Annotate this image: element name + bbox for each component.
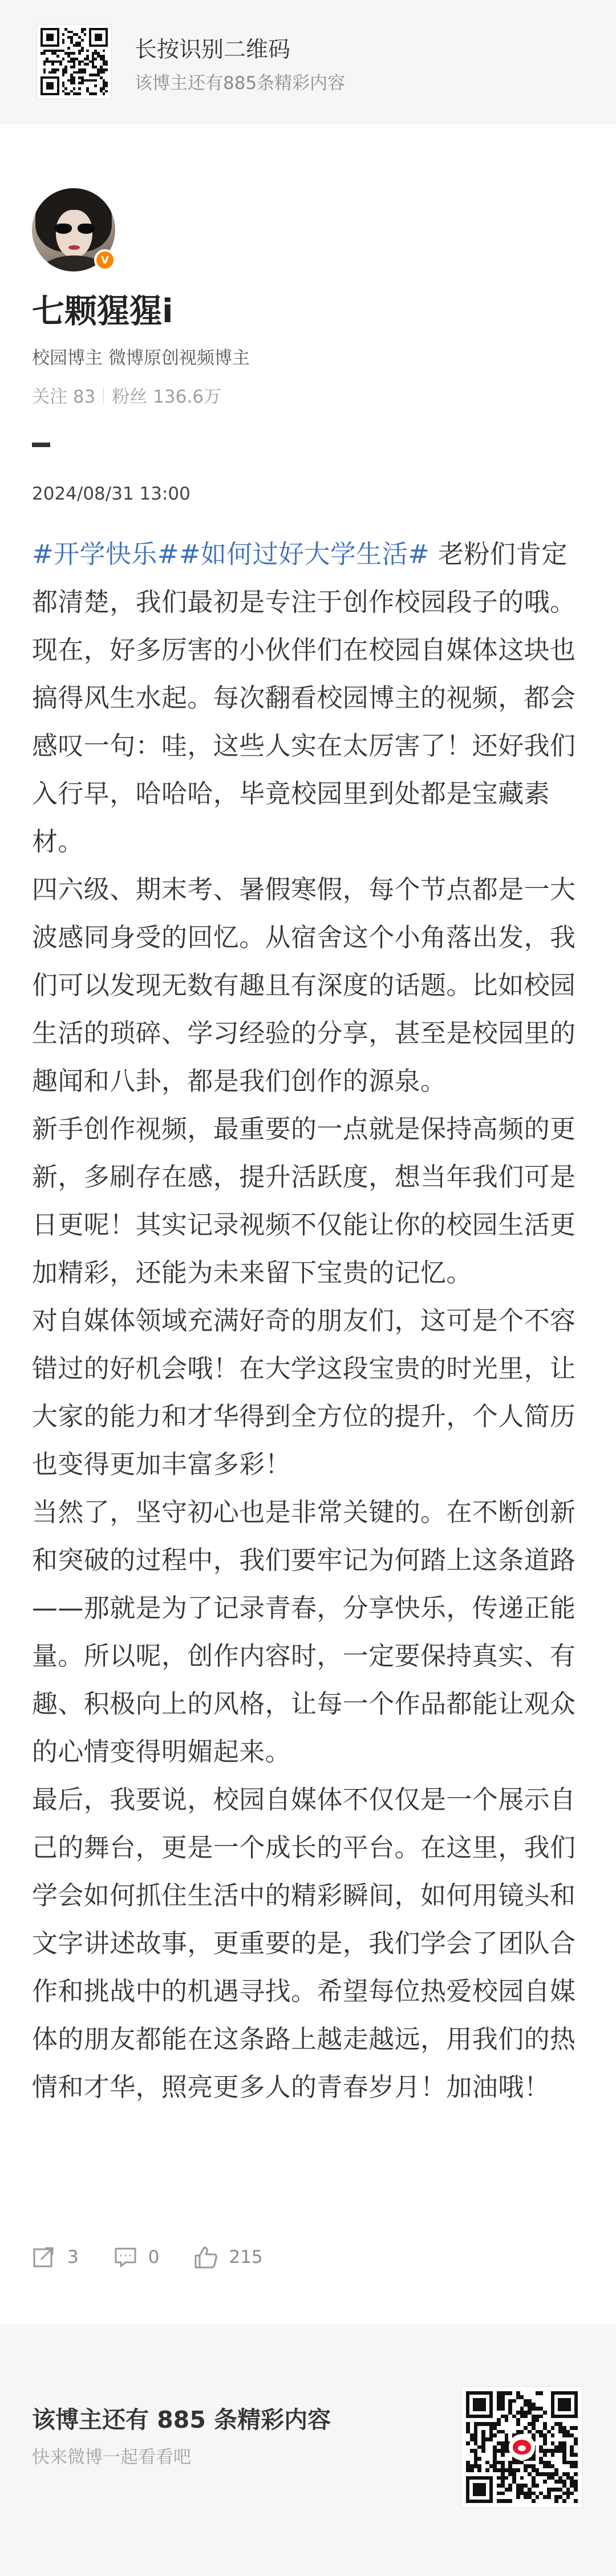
post-intro: 老粉们肯定都清楚，我们最初是专注于创作校园段子的哦。现在，好多厉害的小伙伴们在校园自媒体这块也搞得风生水起。每次翻看校园博主的视频，都会感叹一句：哇，这些人实在太厉害了！还好我们入行早，哈哈哈，毕竟校园里到处都是宝藏素材。: [32, 539, 576, 857]
verified-badge-icon: V: [94, 249, 116, 271]
like-count: 215: [229, 2247, 263, 2267]
post-paragraph: [32, 530, 585, 866]
section-divider: [32, 443, 50, 447]
post-paragraph: 当然了，坚守初心也是非常关键的。在不断创新和突破的过程中，我们要牢记为何踏上这条道路——那就是为了记录青春，分享快乐，传递正能量。所以呢，创作内容时，一定要保持真实、有趣、积极向上的风格，让每一个作品都能让观众的心情变得明媚起来。: [32, 1497, 576, 1767]
repost-button[interactable]: [32, 2245, 79, 2270]
banner-subtitle: 该博主还有885条精彩内容: [135, 73, 346, 94]
repost-icon: [32, 2245, 57, 2270]
comment-count: 0: [148, 2247, 160, 2267]
post-timestamp: 2024/08/31 13:00: [32, 484, 191, 504]
post-paragraph: 四六级、期末考、暑假寒假，每个节点都是一大波感同身受的回忆。从宿舍这个小角落出发，我们可以发现无数有趣且有深度的话题。比如校园生活的琐碎、学习经验的分享，甚至是校园里的趣闻和八卦，都是我们创作的源泉。: [32, 874, 576, 1096]
banner-title: 长按识别二维码: [135, 37, 291, 63]
post-paragraph: 对自媒体领域充满好奇的朋友们，这可是个不容错过的好机会哦！在大学这段宝贵的时光里，让大家的能力和才华得到全方位的提升，个人简历也变得更加丰富多彩！: [32, 1305, 576, 1479]
footer-subtitle: 快来微博一起看看吧: [32, 2447, 191, 2468]
thumbs-up-icon: [193, 2245, 218, 2270]
weibo-logo-icon: [509, 2434, 535, 2460]
like-button[interactable]: [193, 2245, 262, 2270]
profile-stats: [32, 382, 221, 408]
following-count[interactable]: 关注 83: [32, 387, 96, 407]
stats-divider: [103, 387, 104, 403]
post-paragraph: 新手创作视频，最重要的一点就是保持高频的更新，多刷存在感，提升活跃度，想当年我们可是日更呢！其实记录视频不仅能让你的校园生活更加精彩，还能为未来留下宝贵的记忆。: [32, 1114, 576, 1288]
comment-button[interactable]: [113, 2245, 160, 2270]
post-body: [32, 530, 585, 2111]
qr-code-icon[interactable]: [37, 24, 112, 99]
profile-name[interactable]: 七颗猩猩i: [32, 293, 173, 330]
post-paragraph: 最后，我要说，校园自媒体不仅仅是一个展示自己的舞台，更是一个成长的平台。在这里，我们学会如何抓住生活中的精彩瞬间，如何用镜头和文字讲述故事，更重要的是，我们学会了团队合作和挑战中的机遇寻找。希望每位热爱校园自媒体的朋友都能在这条路上越走越远，用我们的热情和才华，照亮更多人的青春岁月！加油哦！: [32, 1784, 576, 2102]
action-bar: [32, 2240, 297, 2274]
footer-title: 该博主还有 885 条精彩内容: [32, 2406, 331, 2433]
repost-count: 3: [67, 2247, 79, 2267]
profile-bio: 校园博主 微博原创视频博主: [32, 348, 250, 368]
follower-count[interactable]: 粉丝 136.6万: [112, 387, 221, 407]
hashtag-link[interactable]: #开学快乐#: [32, 539, 179, 569]
hashtag-link[interactable]: #如何过好大学生活#: [179, 539, 430, 569]
qr-banner[interactable]: [0, 0, 616, 124]
comment-icon: [113, 2245, 138, 2270]
